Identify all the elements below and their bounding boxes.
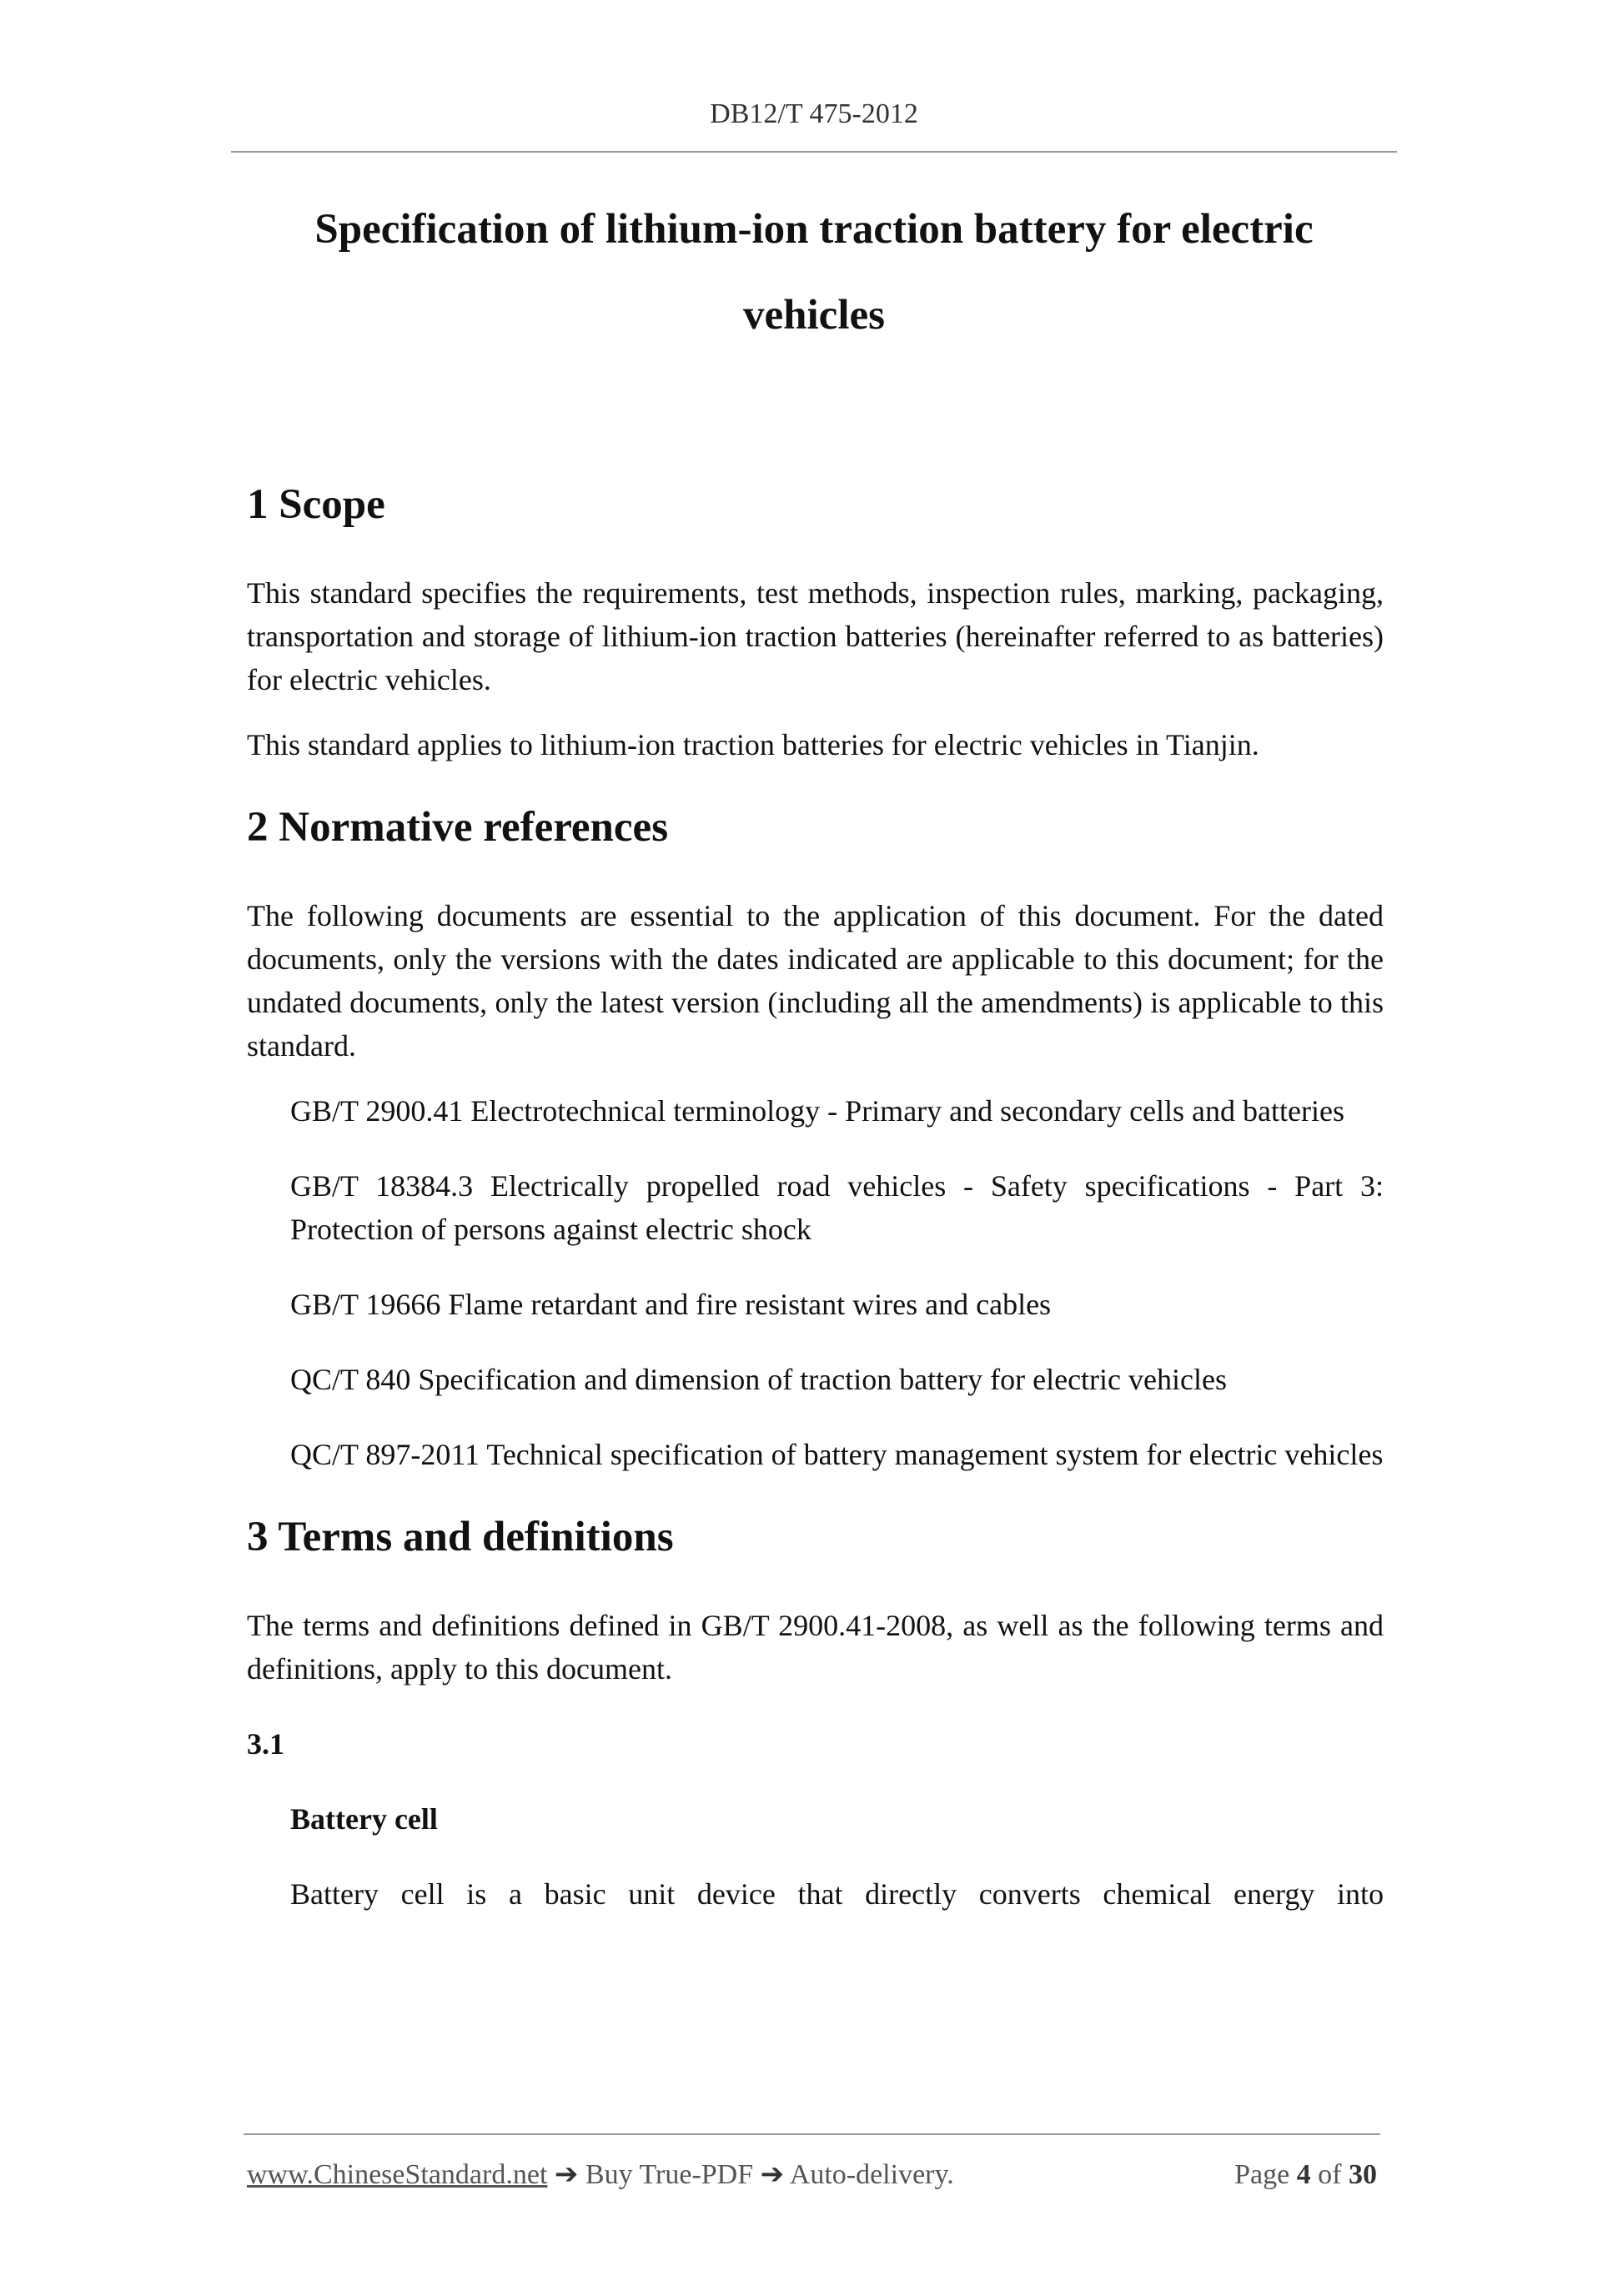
arrow-right-icon: ➔ <box>760 2159 785 2190</box>
scope-paragraph-2: This standard applies to lithium-ion traction batteries for electric vehicles in Tianjin. <box>247 728 1259 761</box>
page-indicator <box>1234 2155 1377 2195</box>
reference-item: GB/T 19666 Flame retardant and fire resistant wires and cables <box>290 1288 1052 1321</box>
section-heading-normative-references: 2 Normative references <box>247 804 669 851</box>
normative-intro-paragraph: The following documents are essential to the application of this document. For the dated documents, only the versions with the dates indicated are applicable to this document; for the undated documents, only the latest version (including all the amendments) is applicable to this standard. <box>247 899 1384 1063</box>
term-definition: Battery cell is a basic unit device that directly converts chemical energy into <box>290 1877 1384 1911</box>
reference-list <box>247 1089 1384 1476</box>
reference-item: QC/T 897-2011 Technical specification of battery management system for electric vehicles <box>290 1438 1384 1471</box>
header-divider <box>231 151 1397 153</box>
section-heading-terms-and-definitions: 3 Terms and definitions <box>247 1514 674 1560</box>
total-pages-number: 30 <box>1349 2159 1377 2190</box>
scope-paragraph-1: This standard specifies the requirements, test methods, inspection rules, marking, packaging, transportation and storage of lithium-ion traction batteries (hereinafter referred to as batteries) for electric vehicles. <box>247 576 1384 696</box>
auto-delivery-text: Auto-delivery. <box>789 2159 954 2190</box>
reference-item: QC/T 840 Specification and dimension of traction battery for electric vehicles <box>290 1363 1227 1396</box>
buy-pdf-text: Buy True-PDF <box>585 2159 754 2190</box>
website-link[interactable]: www.ChineseStandard.net <box>247 2159 548 2190</box>
reference-item: GB/T 2900.41 Electrotechnical terminology - Primary and secondary cells and batteries <box>290 1094 1344 1128</box>
footer-promo <box>247 2155 954 2195</box>
page-label: Page <box>1234 2159 1290 2190</box>
document-body <box>247 475 1384 1916</box>
clause-number: 3.1 <box>247 1727 284 1761</box>
document-code-header: DB12/T 475-2012 <box>710 98 918 129</box>
document-title: Specification of lithium-ion traction battery for electric vehicles <box>314 206 1314 339</box>
terms-intro-paragraph: The terms and definitions defined in GB/T 2900.41-2008, as well as the following terms and definitions, apply to this document. <box>247 1609 1384 1686</box>
arrow-right-icon: ➔ <box>554 2159 579 2190</box>
term-name: Battery cell <box>290 1802 438 1836</box>
section-heading-scope: 1 Scope <box>247 481 385 528</box>
reference-item: GB/T 18384.3 Electrically propelled road vehicles - Safety specifications - Part 3: Protection of persons against electric shock <box>290 1169 1384 1246</box>
current-page-number: 4 <box>1296 2159 1311 2190</box>
footer-divider <box>244 2133 1380 2135</box>
of-label: of <box>1318 2159 1342 2190</box>
